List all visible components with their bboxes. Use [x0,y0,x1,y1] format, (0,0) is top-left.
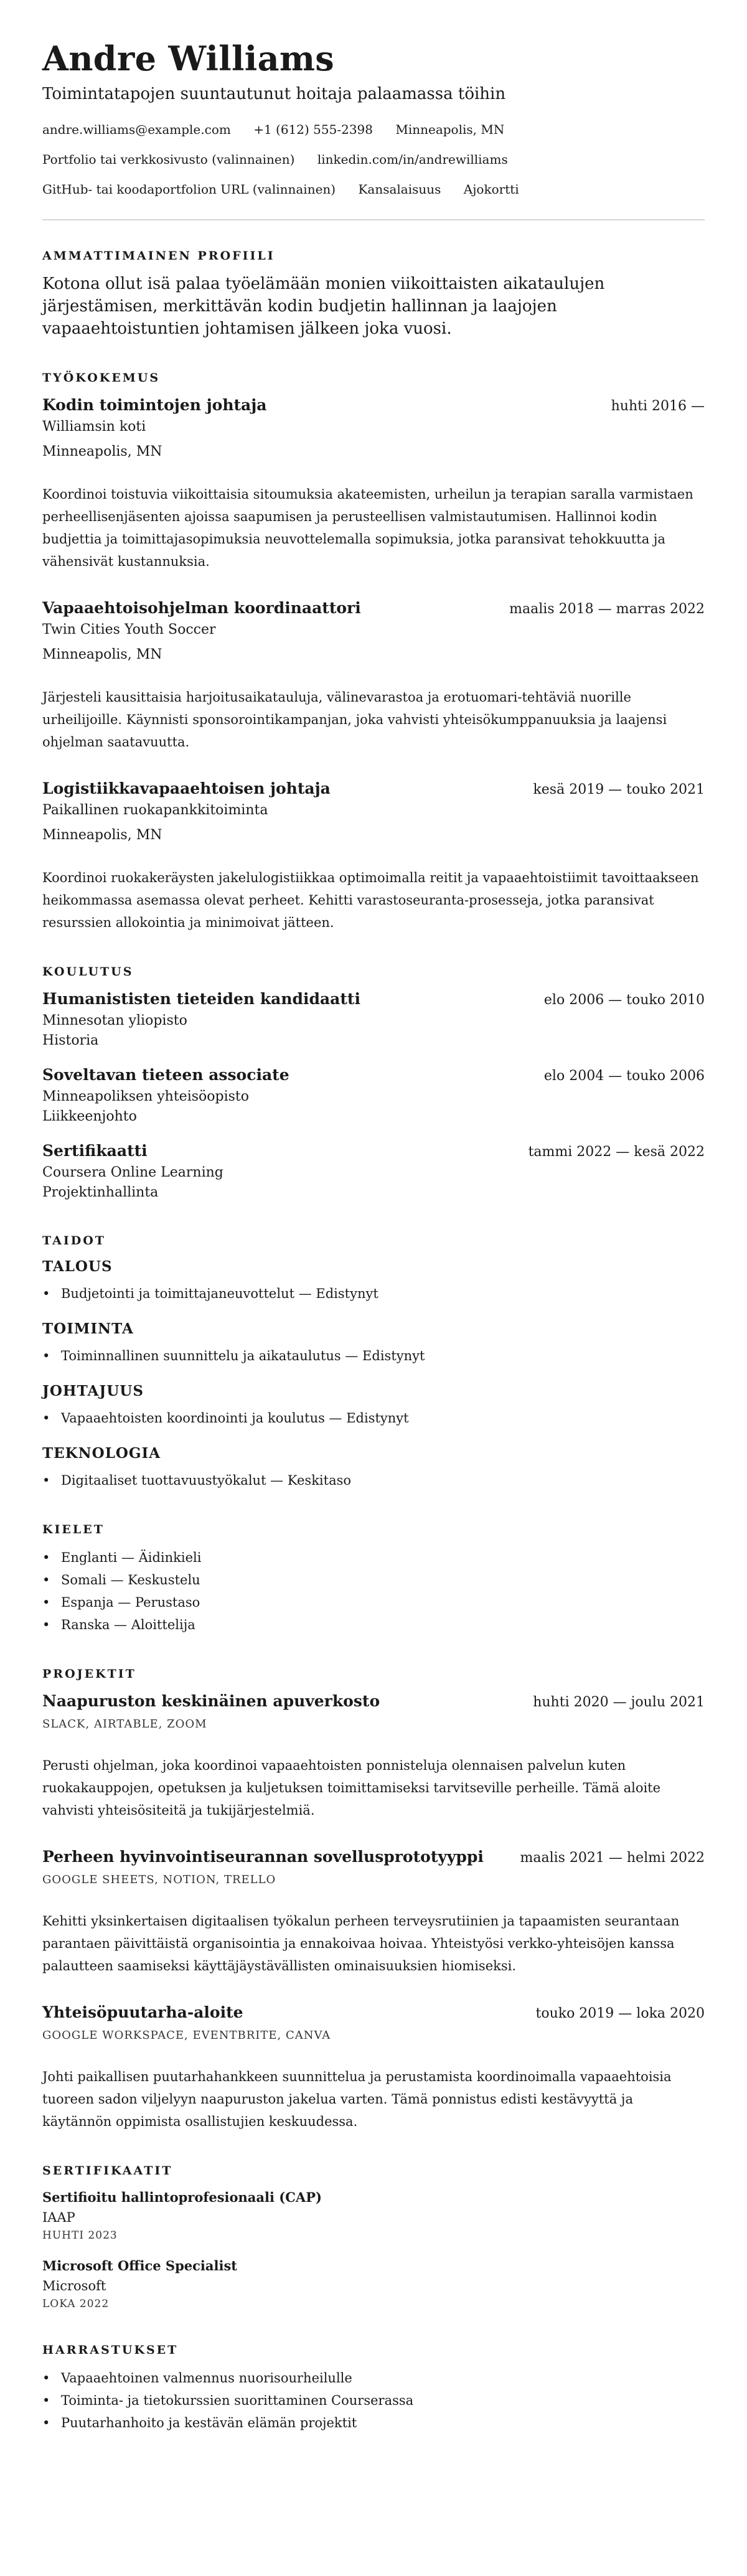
education-dates: tammi 2022 — kesä 2022 [528,1144,705,1160]
skill-list [42,1282,705,1305]
job-title: Logistiikkavapaaehtoisen johtaja [42,779,331,797]
project-description: Perusti ohjelman, joka koordinoi vapaaehtoisten ponnisteluja olennaisen palvelun kuten ruokakauppojen, opetuksen ja kuljetuksen toimittamiseksi tarvitseville perheille. Tämä aloite vahvisti yhteisösiteitä ja tukijärjestelmiä. [42,1758,661,1818]
portfolio-link[interactable]: Portfolio tai verkkosivusto (valinnainen) [42,152,295,167]
github-link[interactable]: GitHub- tai koodaportfolion URL (valinnainen) [42,182,336,197]
education-entry [42,989,705,1051]
section-title: KOULUTUS [42,965,134,979]
resume-header [42,39,705,198]
certification-date: LOKA 2022 [42,2298,110,2310]
school-name: Coursera Online Learning [42,1165,223,1180]
contact-row [42,151,705,168]
skills-section [42,1233,705,1492]
certification-name: Sertifioitu hallintoprofesionaali (CAP) [42,2189,322,2205]
project-title: Perheen hyvinvointiseurannan sovellusprototyyppi [42,1848,484,1866]
experience-entry [42,778,705,934]
degree-title: Soveltavan tieteen associate [42,1066,289,1084]
contact-row [42,121,705,138]
skill-item: • Budjetointi ja toimittajaneuvottelut — Edistynyt [42,1282,705,1305]
education-dates: elo 2006 — touko 2010 [543,992,705,1008]
header-divider [42,219,705,220]
job-dates: kesä 2019 — touko 2021 [533,782,705,797]
certification-issuer: IAAP [42,2210,75,2225]
phone-number[interactable]: +1 (612) 555-2398 [253,122,373,137]
language-item: • Englanti — Äidinkieli [42,1546,705,1569]
job-description: Koordinoi toistuvia viikoittaisia sitoumuksia akateemisten, urheilun ja terapian saralla varmistaen perheellisenjäsenten ajoissa saapumisen ja perusteellisen valmistautumisen. Hallinnoi kodin budjettia ja toimittajasopimuksia neuvottelemalla sopimuksia, jotka paransivat tehokkuutta ja vähensivät kustannuksia. [42,487,693,569]
degree-title: Sertifikaatti [42,1142,148,1160]
study-field: Liikkeenjohto [42,1109,137,1124]
project-entry [42,2002,705,2133]
education-dates: elo 2004 — touko 2006 [543,1068,705,1084]
education-entry [42,1140,705,1203]
section-title: KIELET [42,1523,105,1536]
job-description: Järjesteli kausittaisia harjoitusaikatauluja, välinevarastoa ja erotuomari-tehtäviä nuorille urheilijoille. Käynnisti sponsorointikampanjan, joka vahvisti yhteisökumppanuuksia ja laajensi ohjelman saatavuutta. [42,690,667,750]
linkedin-link[interactable]: linkedin.com/in/andrewilliams [317,152,508,167]
section-title: AMMATTIMAINEN PROFIILI [42,249,275,263]
skill-category: JOHTAJUUS [42,1383,144,1399]
school-name: Minneapoliksen yhteisöopisto [42,1089,250,1104]
hobby-item: • Toiminta- ja tietokurssien suorittaminen Courserassa [42,2389,705,2412]
experience-entry [42,598,705,753]
candidate-tagline: Toimintatapojen suuntautunut hoitaja palaamassa töihin [42,85,506,103]
job-description: Koordinoi ruokakeräysten jakelulogistiikkaa optimoimalla reitit ja vapaaehtoistiimit tavoittaakseen heikommassa asemassa olevat perheet. Kehitti varastoseuranta-prosesseja, jotka paransivat resurssien allokointia ja minimoivat jätteen. [42,870,699,930]
projects-section [42,1666,705,2133]
contact-row [42,181,705,198]
job-organization: Williamsin koti [42,419,146,435]
degree-title: Humanististen tieteiden kandidaatti [42,990,360,1008]
project-entry [42,1846,705,1977]
section-title: HARRASTUKSET [42,2343,179,2357]
job-location: Minneapolis, MN [42,444,162,459]
skill-item: • Vapaaehtoisten koordinointi ja koulutus — Edistynyt [42,1407,705,1429]
drivers-license-text: Ajokortti [463,182,519,197]
job-dates: huhti 2016 — [611,398,705,414]
skill-list [42,1407,705,1429]
languages-section [42,1521,705,1636]
project-tools: SLACK, AIRTABLE, ZOOM [42,1718,207,1731]
certifications-section [42,2163,705,2312]
project-dates: huhti 2020 — joulu 2021 [533,1695,705,1710]
skill-list [42,1469,705,1492]
section-title: TYÖKOKEMUS [42,371,161,385]
job-organization: Twin Cities Youth Soccer [42,622,216,637]
project-description: Johti paikallisen puutarhahankkeen suunnittelua ja perustamista koordinoimalla vapaaehtoisia tuoreen sadon viljelyyn naapuruston jakelua varten. Tämä ponnistus edisti kestävyyttä ja käytännön oppimista osallistujien keskuudessa. [42,2069,672,2129]
candidate-name: Andre Williams [42,39,335,78]
experience-section [42,370,705,934]
project-title: Naapuruston keskinäinen apuverkosto [42,1692,380,1710]
certification-entry [42,2188,705,2244]
education-entry [42,1065,705,1127]
project-dates: maalis 2021 — helmi 2022 [520,1850,705,1866]
section-title: SERTIFIKAATIT [42,2164,173,2178]
job-location: Minneapolis, MN [42,827,162,843]
skill-category: TALOUS [42,1258,113,1275]
job-organization: Paikallinen ruokapankkitoiminta [42,802,268,818]
job-title: Vapaaehtoisohjelman koordinaattori [42,599,361,617]
section-title: TAIDOT [42,1234,106,1248]
education-section [42,964,705,1203]
certification-issuer: Microsoft [42,2278,106,2293]
hobby-item: • Puutarhanhoito ja kestävän elämän projektit [42,2412,705,2434]
citizenship-text: Kansalaisuus [358,182,441,197]
skill-category: TEKNOLOGIA [42,1445,161,1462]
location-text: Minneapolis, MN [395,122,505,137]
section-title: PROJEKTIT [42,1667,136,1681]
language-item: • Somali — Keskustelu [42,1569,705,1591]
skill-list [42,1345,705,1367]
project-tools: GOOGLE SHEETS, NOTION, TRELLO [42,1873,276,1886]
profile-summary: Kotona ollut isä palaa työelämään monien viikoittaisten aikataulujen järjestämisen, merkittävän kodin budjetin hallinnan ja laajojen vapaaehtoistuntien johtamisen jälkeen joka vuosi. [42,275,605,338]
study-field: Historia [42,1033,99,1048]
skill-item: • Digitaaliset tuottavuustyökalut — Keskitaso [42,1469,705,1492]
experience-entry [42,395,705,573]
hobbies-section [42,2342,705,2434]
language-list [42,1546,705,1636]
study-field: Projektinhallinta [42,1185,159,1200]
job-location: Minneapolis, MN [42,647,162,662]
email-link[interactable]: andre.williams@example.com [42,122,231,137]
certification-entry [42,2256,705,2312]
job-title: Kodin toimintojen johtaja [42,396,267,414]
language-item: • Espanja — Perustaso [42,1591,705,1614]
certification-date: HUHTI 2023 [42,2229,118,2242]
project-entry [42,1691,705,1822]
project-description: Kehitti yksinkertaisen digitaalisen työkalun perheen terveysrutiinien ja tapaamisten seurantaan parantaen päivittäistä organisointia ja ennakoivaa hoivaa. Yhteistyösi verkko-yhteisöjen kanssa palautteen saamiseksi käyttäjäystävällisten ominaisuuksien hiomiseksi. [42,1914,680,1973]
school-name: Minnesotan yliopisto [42,1013,187,1028]
skill-category: TOIMINTA [42,1320,134,1337]
certification-name: Microsoft Office Specialist [42,2258,237,2273]
profile-section [42,248,705,340]
language-item: • Ranska — Aloittelija [42,1614,705,1636]
job-dates: maalis 2018 — marras 2022 [509,601,705,617]
project-dates: touko 2019 — loka 2020 [535,2006,705,2021]
hobby-item: • Vapaaehtoinen valmennus nuorisourheilulle [42,2367,705,2389]
project-tools: GOOGLE WORKSPACE, EVENTBRITE, CANVA [42,2029,331,2042]
project-title: Yhteisöpuutarha-aloite [42,2003,243,2021]
skill-item: • Toiminnallinen suunnittelu ja aikataulutus — Edistynyt [42,1345,705,1367]
hobby-list [42,2367,705,2434]
